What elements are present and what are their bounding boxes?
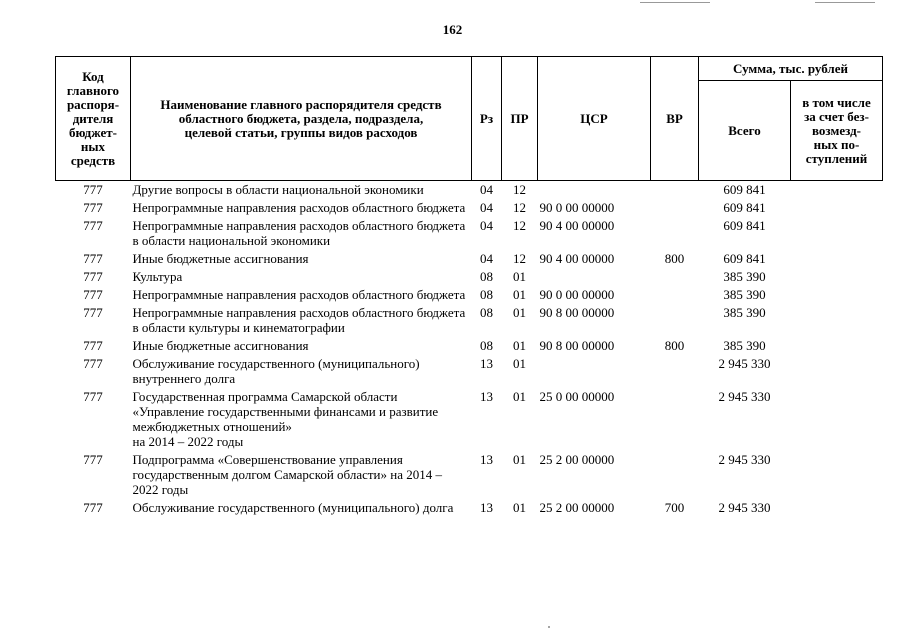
row-rz: 04: [480, 251, 493, 266]
row-rz: 13: [480, 389, 493, 404]
row-total: 2 945 330: [718, 500, 771, 515]
table-row: [56, 250, 883, 268]
header-sum: Сумма, тыс. рублей: [699, 57, 883, 81]
row-total: 385 390: [723, 269, 766, 284]
row-rz: 08: [480, 338, 493, 353]
page-number: 162: [442, 22, 463, 37]
scan-edge-line-2: [815, 2, 875, 3]
row-gratuitous: [791, 217, 883, 250]
header-csr: ЦСР: [538, 57, 651, 181]
row-vr: [651, 217, 699, 250]
row-name: Государственная программа Самарской области «Управление государственными финансами и развитие межбюджетных отношений» на 2014 – 2022 годы: [132, 389, 439, 449]
row-code: 777: [83, 218, 103, 233]
row-rz: 04: [480, 218, 493, 233]
row-vr: [651, 451, 699, 499]
row-code: 777: [83, 452, 103, 467]
row-name: Иные бюджетные ассигнования: [132, 338, 309, 353]
table-row: [56, 181, 883, 200]
row-csr: 90 8 00 00000: [539, 305, 615, 320]
row-pr: 01: [513, 389, 526, 404]
row-gratuitous: [791, 355, 883, 388]
row-pr: 01: [513, 305, 526, 320]
budget-table: [55, 56, 883, 517]
header-vr: ВР: [651, 57, 699, 181]
row-csr: 90 4 00 00000: [539, 218, 615, 233]
row-csr: 90 0 00 00000: [539, 287, 615, 302]
row-name: Обслуживание государственного (муниципального) внутреннего долга: [132, 356, 420, 386]
table-row: [56, 388, 883, 451]
table-row: [56, 337, 883, 355]
row-vr: 800: [664, 338, 685, 353]
row-vr: 800: [664, 251, 685, 266]
row-total: 385 390: [723, 287, 766, 302]
row-vr: [651, 355, 699, 388]
header-name: Наименование главного распорядителя средств областного бюджета, раздела, подраздела, целевой статьи, группы видов расходов: [131, 57, 472, 181]
row-total: 609 841: [723, 218, 766, 233]
row-rz: 04: [480, 200, 493, 215]
table-header: [56, 57, 883, 181]
row-total: 385 390: [723, 305, 766, 320]
row-pr: 01: [513, 500, 526, 515]
row-vr: [651, 268, 699, 286]
scan-speck: [548, 626, 550, 628]
table-body: [56, 181, 883, 518]
table-row: [56, 355, 883, 388]
row-vr: [651, 181, 699, 200]
row-pr: 01: [513, 269, 526, 284]
row-total: 385 390: [723, 338, 766, 353]
table-row: [56, 499, 883, 517]
row-total: 2 945 330: [718, 356, 771, 371]
row-gratuitous: [791, 451, 883, 499]
row-name: Непрограммные направления расходов областного бюджета в области культуры и кинематографии: [132, 305, 466, 335]
row-vr: 700: [664, 500, 685, 515]
row-code: 777: [83, 389, 103, 404]
row-pr: 01: [513, 356, 526, 371]
row-csr: 25 0 00 00000: [539, 389, 615, 404]
row-total: 2 945 330: [718, 452, 771, 467]
row-rz: 13: [480, 500, 493, 515]
row-gratuitous: [791, 181, 883, 200]
row-total: 609 841: [723, 182, 766, 197]
row-pr: 12: [513, 251, 526, 266]
row-name: Обслуживание государственного (муниципального) долга: [132, 500, 454, 515]
row-csr: [538, 268, 651, 286]
row-gratuitous: [791, 286, 883, 304]
row-code: 777: [83, 200, 103, 215]
row-rz: 08: [480, 287, 493, 302]
row-gratuitous: [791, 199, 883, 217]
row-gratuitous: [791, 250, 883, 268]
row-vr: [651, 199, 699, 217]
row-csr: 90 0 00 00000: [539, 200, 615, 215]
row-gratuitous: [791, 388, 883, 451]
row-csr: [538, 181, 651, 200]
row-total: 609 841: [723, 251, 766, 266]
row-code: 777: [83, 356, 103, 371]
row-code: 777: [83, 251, 103, 266]
row-total: 609 841: [723, 200, 766, 215]
row-pr: 01: [513, 452, 526, 467]
table-row: [56, 286, 883, 304]
header-total: Всего: [699, 81, 791, 181]
row-pr: 12: [513, 182, 526, 197]
row-rz: 08: [480, 269, 493, 284]
row-code: 777: [83, 182, 103, 197]
row-vr: [651, 304, 699, 337]
row-total: 2 945 330: [718, 389, 771, 404]
row-name: Непрограммные направления расходов областного бюджета: [132, 200, 466, 215]
header-pr: ПР: [502, 57, 538, 181]
row-name: Непрограммные направления расходов областного бюджета в области национальной экономики: [132, 218, 466, 248]
row-gratuitous: [791, 499, 883, 517]
header-gratuitous: в том числе за счет без- возмезд- ных по- ступлений: [791, 81, 883, 181]
row-pr: 12: [513, 200, 526, 215]
row-name: Непрограммные направления расходов областного бюджета: [132, 287, 466, 302]
row-csr: 90 4 00 00000: [539, 251, 615, 266]
row-rz: 04: [480, 182, 493, 197]
row-vr: [651, 388, 699, 451]
row-vr: [651, 286, 699, 304]
row-code: 777: [83, 500, 103, 515]
row-gratuitous: [791, 268, 883, 286]
header-rz: Рз: [472, 57, 502, 181]
row-csr: 25 2 00 00000: [539, 500, 615, 515]
row-name: Иные бюджетные ассигнования: [132, 251, 309, 266]
row-code: 777: [83, 269, 103, 284]
row-code: 777: [83, 287, 103, 302]
row-pr: 01: [513, 287, 526, 302]
row-rz: 08: [480, 305, 493, 320]
table-row: [56, 304, 883, 337]
row-code: 777: [83, 305, 103, 320]
table-row: [56, 451, 883, 499]
table-row: [56, 268, 883, 286]
scan-edge-line-1: [640, 2, 710, 3]
row-gratuitous: [791, 304, 883, 337]
table-row: [56, 217, 883, 250]
row-csr: 25 2 00 00000: [539, 452, 615, 467]
header-code: Код главного распоря- дителя бюджет- ных средств: [56, 57, 131, 181]
row-pr: 01: [513, 338, 526, 353]
row-name: Другие вопросы в области национальной экономики: [132, 182, 424, 197]
table-row: [56, 199, 883, 217]
row-rz: 13: [480, 452, 493, 467]
row-csr: 90 8 00 00000: [539, 338, 615, 353]
row-rz: 13: [480, 356, 493, 371]
row-csr: [538, 355, 651, 388]
row-code: 777: [83, 338, 103, 353]
row-gratuitous: [791, 337, 883, 355]
row-name: Культура: [132, 269, 183, 284]
row-pr: 12: [513, 218, 526, 233]
row-name: Подпрограмма «Совершенствование управления государственным долгом Самарской области» на 2014 – 2022 годы: [132, 452, 442, 497]
